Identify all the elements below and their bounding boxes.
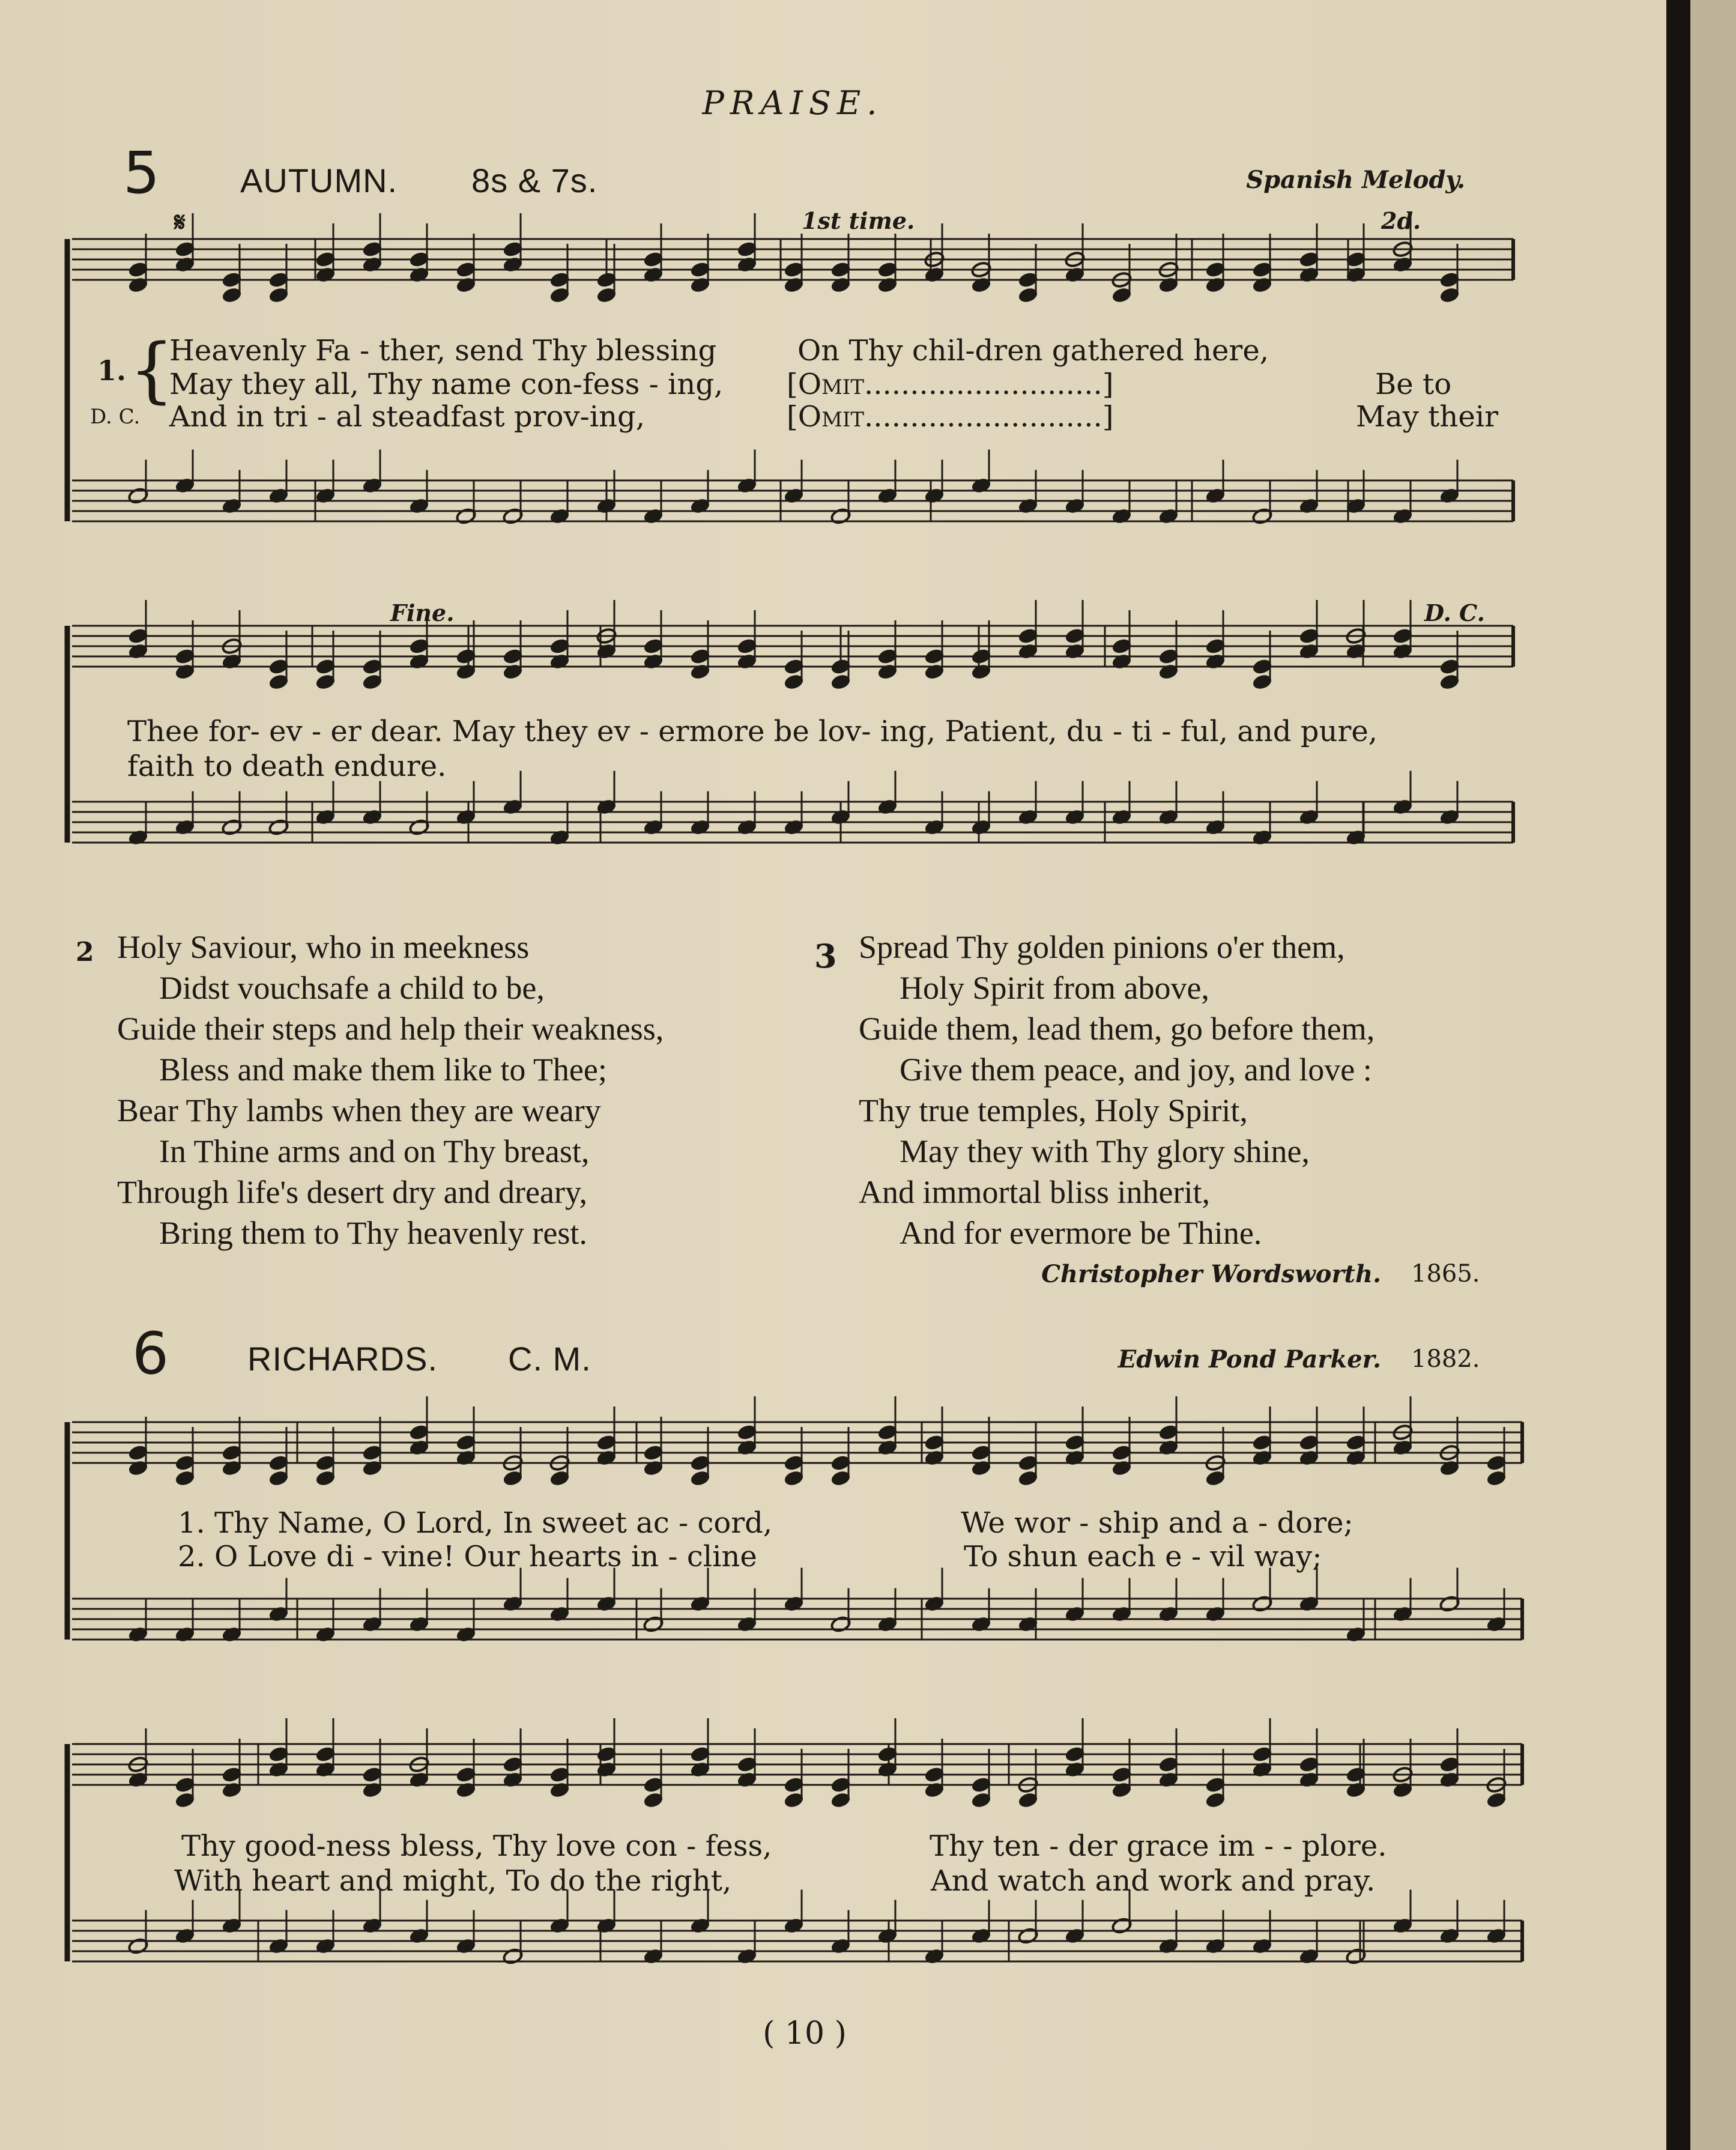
verse-line: Holy Saviour, who in meekness [117, 929, 530, 965]
second-ending-label: 2d. [1381, 207, 1421, 234]
composer-year: 1882. [1411, 1345, 1480, 1373]
lyric-line: 1. Thy Name, O Lord, In sweet ac - cord, [178, 1506, 773, 1540]
composer-credit-autumn: Spanish Melody. [1246, 166, 1465, 194]
verse-line: Didst vouchsafe a child to be, [159, 970, 545, 1006]
page-number: ( 10 ) [763, 2015, 847, 2052]
verse-line: Thy true temples, Holy Spirit, [859, 1092, 1248, 1128]
book-gutter-shadow [1666, 0, 1690, 2150]
verse-line: Through life's desert dry and dreary, [117, 1174, 587, 1210]
composer-credit-richards: Edwin Pond Parker. [1118, 1345, 1381, 1373]
omit-bracket: [Omit..........................] [787, 368, 1114, 401]
lyric-line: And in tri - al steadfast prov-ing, [169, 400, 646, 434]
verse-line: Holy Spirit from above, [900, 970, 1209, 1006]
lyric-line: We wor - ship and a - dore; [961, 1506, 1353, 1540]
verse-number-3: 3 [814, 937, 837, 975]
meter-richards: C. M. [508, 1340, 591, 1378]
verse-line: Spread Thy golden pinions o'er them, [859, 929, 1345, 965]
dc-label: D. C. [90, 405, 141, 429]
lyric-line: May they all, Thy name con-fess - ing, [169, 368, 724, 401]
fine-mark: Fine. [390, 599, 455, 626]
verse-line: Bring them to Thy heavenly rest. [159, 1215, 587, 1251]
verse-line: Bless and make them like to Thee; [159, 1052, 607, 1088]
lyric-line: Thee for- ev - er dear. May they ev - ermore be lov- ing, Patient, du - ti - ful, and pure, [127, 715, 1378, 748]
brace-icon: { [129, 328, 175, 411]
lyric-line: On Thy chil-dren gathered here, [797, 334, 1269, 368]
verse-line: And for evermore be Thine. [900, 1215, 1262, 1251]
lyric-line: Thy good-ness bless, Thy love con - fess, [181, 1829, 772, 1863]
verse-line: Bear Thy lambs when they are weary [117, 1092, 601, 1128]
hymn-number-5: 5 [123, 139, 160, 207]
verse-number-2: 2 [76, 937, 94, 968]
verse-line: In Thine arms and on Thy breast, [159, 1133, 590, 1169]
hymn-number-6: 6 [132, 1320, 169, 1387]
da-capo-mark: D. C. [1424, 599, 1485, 626]
author-credit: Christopher Wordsworth. [1041, 1260, 1381, 1288]
lyric-line: To shun each e - vil way; [964, 1540, 1322, 1573]
segno-icon: 𝄋 [174, 207, 186, 238]
tune-name-autumn: AUTUMN. [240, 162, 398, 199]
omit-bracket: [Omit..........................] [787, 400, 1114, 434]
verse-line: Guide them, lead them, go before them, [859, 1011, 1375, 1047]
lyric-line: And watch and work and pray. [931, 1864, 1376, 1898]
lyric-line: With heart and might, To do the right, [174, 1864, 732, 1898]
verse-label-1: 1. [97, 354, 127, 387]
lyric-line: Heavenly Fa - ther, send Thy blessing [169, 334, 717, 368]
verse-line: Guide their steps and help their weakness, [117, 1011, 664, 1047]
author-year: 1865. [1411, 1260, 1480, 1288]
running-head: PRAISE. [702, 84, 883, 122]
lyric-line: 2. O Love di - vine! Our hearts in - cline [178, 1540, 757, 1573]
lyric-line: Be to [1375, 368, 1452, 401]
meter-autumn: 8s & 7s. [471, 162, 598, 199]
lyric-line: May their [1356, 400, 1499, 434]
lyric-line: Thy ten - der grace im - - plore. [930, 1829, 1387, 1863]
next-page-edge [1690, 0, 1736, 2150]
verse-line: And immortal bliss inherit, [859, 1174, 1210, 1210]
verse-line: Give them peace, and joy, and love : [900, 1052, 1372, 1088]
first-ending-label: 1st time. [802, 207, 915, 234]
verse-line: May they with Thy glory shine, [900, 1133, 1310, 1169]
lyric-line: faith to death endure. [127, 749, 447, 783]
tune-name-richards: RICHARDS. [247, 1340, 438, 1378]
